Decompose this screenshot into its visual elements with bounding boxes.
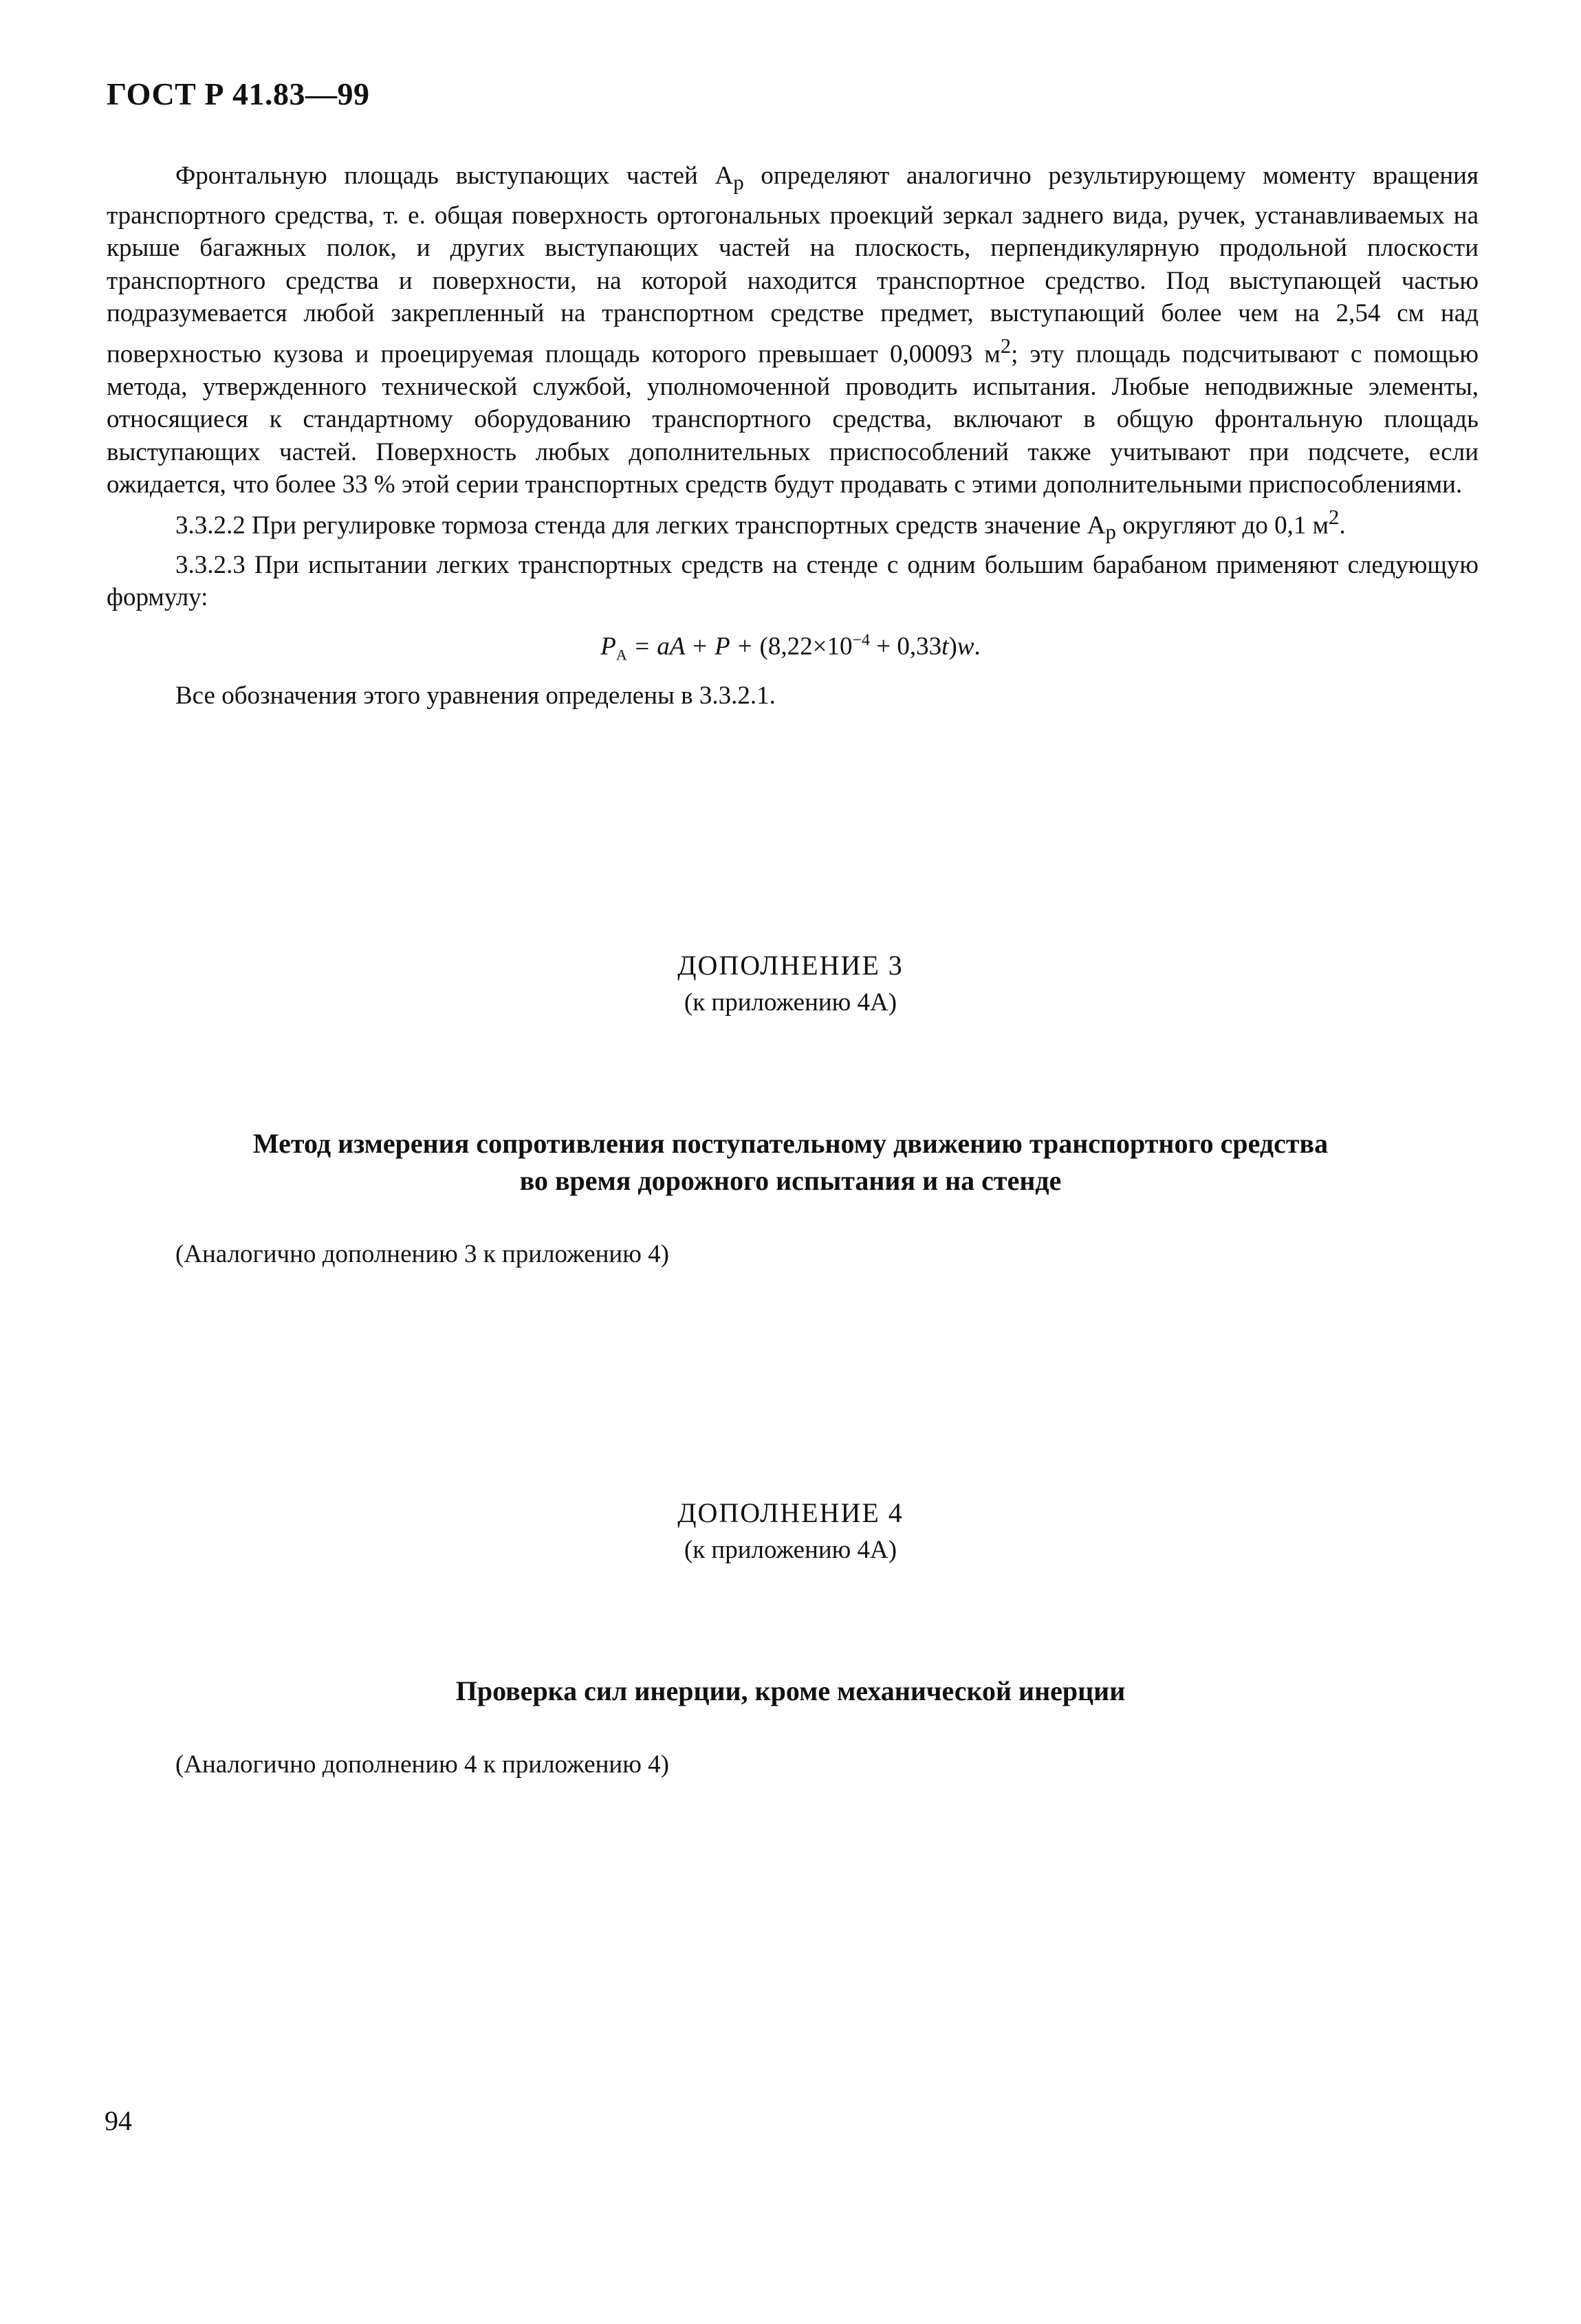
paragraph-frontal-area: Фронтальную площадь выступающих частей $А_р$ определяют аналогично результирующему моменту вращения транспортного средства, т. е. общая поверхность ортогональных проекций зеркал заднего вида, ручек, устанавливаемых на крыше багажных полок, и других выступающих частей на плоскость, перпендикулярную продольной плоскости транспортного средства и поверхности, на которой находится транспортное средство. Под выступающей частью подразумевается любой закрепленный на транспортном средстве предмет, выступающий более чем на 2,54 см над поверхностью кузова и проецируемая площадь которого превышает 0,00093 $м^2$; эту площадь подсчитывают с помощью метода, утвержденного технической службой, уполномоченной проводить испытания. Любые неподвижные элементы, относящиеся к стандартному оборудованию транспортного средства, включают в общую фронтальную площадь выступающих частей. Поверхность любых дополнительных приспособлений также учитывают при подсчете, если ожидается, что более 33 % этой серии транспортных средств будут продавать с этими дополнительными приспособлениями. bbox=[107, 162, 1479, 499]
standard-header: ГОСТ Р 41.83—99 bbox=[107, 76, 370, 111]
appendix-4-ref: (к приложению 4А) bbox=[684, 1536, 897, 1564]
body-text bbox=[107, 160, 1479, 614]
page-number: 94 bbox=[105, 2105, 132, 2136]
appendix-3-ref: (к приложению 4А) bbox=[684, 988, 897, 1017]
appendix-3-title: ДОПОЛНЕНИЕ 3 bbox=[677, 950, 904, 981]
formula-note: Все обозначения этого уравнения определены в 3.3.2.1. bbox=[175, 682, 776, 710]
appendix-3-note: (Аналогично дополнению 3 к приложению 4) bbox=[175, 1240, 669, 1268]
appendix-4-heading: Проверка сил инерции, кроме механической инерции bbox=[455, 1675, 1126, 1706]
appendix-4-note: (Аналогично дополнению 4 к приложению 4) bbox=[175, 1750, 669, 1779]
appendix-4-title: ДОПОЛНЕНИЕ 4 bbox=[677, 1497, 904, 1528]
paragraph-3-3-2-3: 3.3.2.3 При испытании легких транспортных средств на стенде с одним большим барабаном применяют следующую формулу: bbox=[107, 550, 1479, 612]
formula: $P_A$ = aA + $P + (8,22\times 10^{-4} + 0,33t)w$. bbox=[600, 631, 981, 664]
appendix-3-heading: Метод измерения сопротивления поступательному движению транспортного средства во время дорожного испытания и на стенде bbox=[252, 1128, 1329, 1196]
paragraph-3-3-2-2: 3.3.2.2 При регулировке тормоза стенда для легких транспортных средств значение $А_р$ округляют до 0,1 $м^2$. bbox=[175, 505, 1346, 544]
